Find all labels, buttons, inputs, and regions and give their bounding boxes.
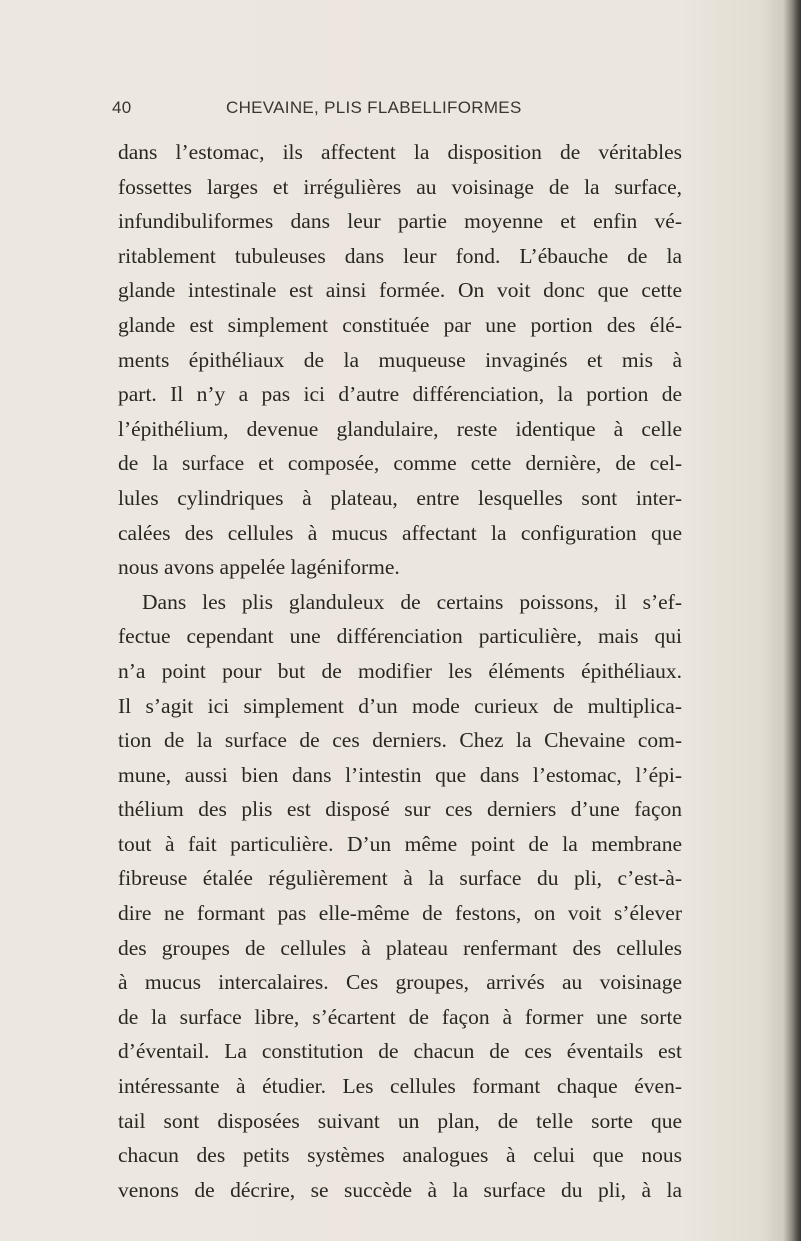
page-edge-shadow (783, 0, 801, 1241)
text-line: glande intestinale est ainsi formée. On voit donc que cette (118, 278, 682, 303)
paragraph-last-line: nous avons appelée lagéniforme. (118, 555, 400, 580)
text-line: n’a point pour but de modifier les éléments épithéliaux. (118, 658, 682, 683)
text-line: des groupes de cellules à plateau renfermant des cellules (118, 935, 682, 960)
text-line: de la surface libre, s’écartent de façon à former une sorte (118, 1004, 682, 1029)
text-line: ritablement tubuleuses dans leur fond. L’ébauche de la (118, 243, 682, 268)
body-text (118, 135, 682, 1207)
text-line: mune, aussi bien dans l’intestin que dans l’estomac, l’épi- (118, 762, 682, 787)
text-line: infundibuliformes dans leur partie moyenne et enfin vé- (118, 209, 682, 234)
text-line: de la surface et composée, comme cette dernière, de cel- (118, 451, 682, 476)
text-line: part. Il n’y a pas ici d’autre différenciation, la portion de (118, 382, 682, 407)
text-line: dans l’estomac, ils affectent la disposition de véritables (118, 140, 682, 164)
page-header (112, 98, 690, 124)
text-line: intéressante à étudier. Les cellules formant chaque éven- (118, 1074, 682, 1099)
page-number: 40 (112, 98, 132, 117)
text-line: tail sont disposées suivant un plan, de telle sorte que (118, 1108, 682, 1133)
text-line: glande est simplement constituée par une portion des élé- (118, 312, 682, 337)
text-line: d’éventail. La constitution de chacun de ces éventails est (118, 1039, 682, 1064)
text-line: thélium des plis est disposé sur ces derniers d’une façon (118, 797, 682, 822)
text-line: tion de la surface de ces derniers. Chez la Chevaine com- (118, 728, 682, 753)
text-line: l’épithélium, devenue glandulaire, reste identique à celle (118, 416, 682, 441)
text-line: lules cylindriques à plateau, entre lesquelles sont inter- (118, 485, 682, 510)
running-head: CHEVAINE, PLIS FLABELLIFORMES (226, 98, 522, 117)
text-line: à mucus intercalaires. Ces groupes, arrivés au voisinage (118, 970, 682, 995)
text-line: fectue cependant une différenciation particulière, mais qui (118, 624, 682, 649)
paragraph-first-line: Dans les plis glanduleux de certains poissons, il s’ef- (142, 589, 682, 614)
text-line: venons de décrire, se succède à la surface du pli, à la (118, 1177, 682, 1202)
text-line: Il s’agit ici simplement d’un mode curieux de multiplica- (118, 693, 682, 718)
text-line: fibreuse étalée régulièrement à la surface du pli, c’est-à- (118, 866, 682, 891)
text-line: calées des cellules à mucus affectant la configuration que (118, 520, 682, 545)
text-line: fossettes larges et irrégulières au voisinage de la surface, (118, 174, 682, 199)
text-line: chacun des petits systèmes analogues à celui que nous (118, 1143, 682, 1168)
text-line: dire ne formant pas elle-même de festons, on voit s’élever (118, 901, 682, 926)
text-line: tout à fait particulière. D’un même point de la membrane (118, 831, 682, 856)
text-line: ments épithéliaux de la muqueuse invaginés et mis à (118, 347, 682, 372)
